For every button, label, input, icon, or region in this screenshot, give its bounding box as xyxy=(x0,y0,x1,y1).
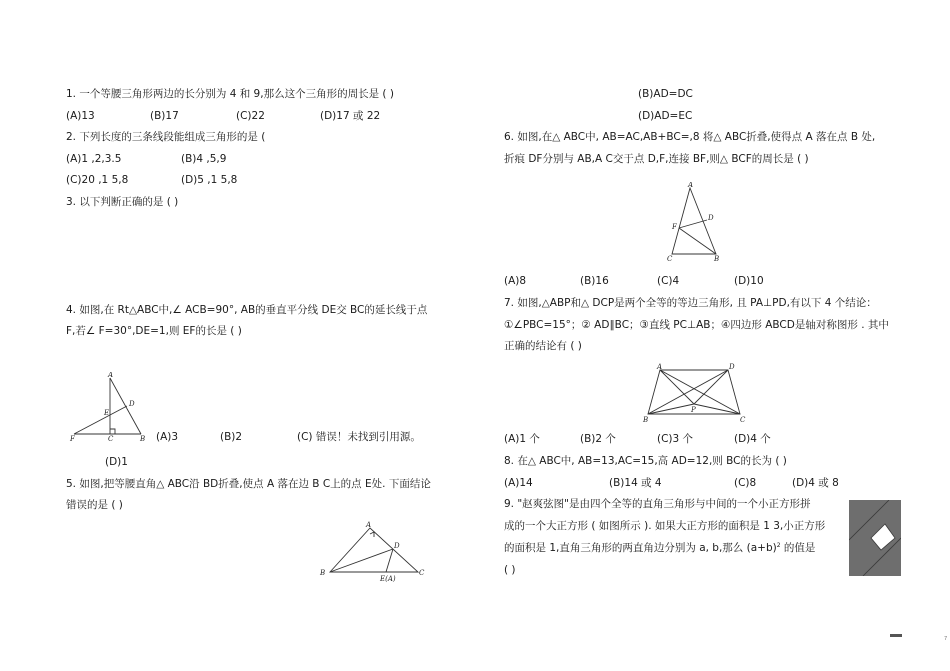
q7-stem-line1: 7. 如图,△ABP和△ DCP是两个全等的等边三角形, 且 PA⊥PD,有以下 4 个结论： xyxy=(504,297,877,309)
q5-label-b: B xyxy=(320,569,326,577)
q4-label-f: F xyxy=(70,435,75,442)
q2-option-b: (B)4 ,5,9 xyxy=(181,153,227,165)
q7-label-c: C xyxy=(740,416,746,424)
q1-stem: 1. 一个等腰三角形两边的长分别为 4 和 9,那么这个三角形的周长是 ( ) xyxy=(66,88,394,100)
q5-label-d: D xyxy=(394,542,400,550)
q7-stem-line3: 正确的结论有 ( ) xyxy=(504,340,582,352)
q8-option-c: (C)8 xyxy=(734,477,757,489)
q8-stem: 8. 在△ ABC中, AB=13,AC=15,高 AD=12,则 BC的长为 ( ) xyxy=(504,455,787,467)
q4-option-d: (D)1 xyxy=(105,456,128,468)
q5-right-angle-mark xyxy=(370,532,374,537)
q4-option-b: (B)2 xyxy=(220,431,243,443)
q9-line1: 9. "赵爽弦图"是由四个全等的直角三角形与中间的一个小正方形拼 xyxy=(504,498,811,510)
q6-label-a: A xyxy=(688,182,694,189)
q8-option-d: (D)4 或 8 xyxy=(792,477,839,489)
q7-segment-ap xyxy=(660,370,694,404)
q7-label-a: A xyxy=(657,363,663,371)
q1-option-a: (A)13 xyxy=(66,110,95,122)
q1-option-c: (C)22 xyxy=(236,110,265,122)
q5-label-c: C xyxy=(419,569,425,577)
footer-dash xyxy=(890,634,902,637)
q5-option-d: (D)AD=EC xyxy=(638,110,693,122)
page-mark: 7 xyxy=(944,636,948,642)
q4-label-b: B xyxy=(140,435,146,442)
q4-figure xyxy=(68,372,154,442)
q9-line3-tail: 的值是 xyxy=(780,542,816,554)
q7-stem-line2: ①∠PBC=15°；② AD∥BC；③直线 PC⊥AB；④四边形 ABCD是轴对称图形 . 其中 xyxy=(504,319,889,331)
q2-option-d: (D)5 ,1 5,8 xyxy=(181,174,238,186)
q8-option-a: (A)14 xyxy=(504,477,533,489)
q7-segment-cp xyxy=(694,404,740,414)
q4-label-a: A xyxy=(108,372,114,379)
q6-option-b: (B)16 xyxy=(580,275,609,287)
q7-segment-bp xyxy=(648,404,694,414)
q4-label-d: D xyxy=(129,400,135,408)
q4-stem-line2: F,若∠ F=30°,DE=1,则 EF的长是 ( ) xyxy=(66,325,242,337)
q6-segment-df xyxy=(679,220,707,228)
q7-option-c: (C)3 个 xyxy=(657,433,694,445)
q4-stem-line1: 4. 如图,在 Rt△ABC中,∠ ACB=90°, AB的垂直平分线 DE交 BC的延长线于点 xyxy=(66,304,428,316)
q4-option-c: (C) 错误！未找到引用源。 xyxy=(297,431,421,443)
q6-option-d: (D)10 xyxy=(734,275,764,287)
q5-stem-line1: 5. 如图,把等腰直角△ ABC沿 BD折叠,使点 A 落在边 B C上的点 E处. 下面结论 xyxy=(66,478,431,490)
q7-option-d: (D)4 个 xyxy=(734,433,771,445)
q2-option-a: (A)1 ,2,3.5 xyxy=(66,153,122,165)
q7-diagonal-ac xyxy=(660,370,740,414)
q4-right-angle-mark xyxy=(110,429,115,434)
q6-label-b: B xyxy=(714,255,720,263)
q9-line2: 成的一个大正方形 ( 如图所示 ). 如果大正方形的面积是 1 3,小正方形 xyxy=(504,520,826,532)
q4-label-e: E xyxy=(104,409,110,417)
q2-stem: 2. 下列长度的三条线段能组成三角形的是 ( xyxy=(66,131,266,143)
q6-label-d: D xyxy=(708,214,714,222)
q6-figure xyxy=(662,182,732,264)
q9-exponent: 2 xyxy=(776,542,781,549)
q7-option-a: (A)1 个 xyxy=(504,433,540,445)
q9-line3-text: 的面积是 1,直角三角形的两直角边分别为 a, b,那么 (a+b) xyxy=(504,542,777,554)
q5-segment-de xyxy=(386,549,393,572)
q4-label-c: C xyxy=(108,435,114,442)
q5-stem-line2: 错误的是 ( ) xyxy=(66,499,123,511)
q7-label-p: P xyxy=(691,406,696,414)
q7-diagonal-bd xyxy=(648,370,728,414)
q7-option-b: (B)2 个 xyxy=(580,433,616,445)
q6-stem-line1: 6. 如图,在△ ABC中, AB=AC,AB+BC=,8 将△ ABC折叠,使得点 A 落在点 B 处, xyxy=(504,131,876,143)
q5-label-a: A xyxy=(366,521,372,529)
q7-label-d: D xyxy=(729,363,735,371)
q9-zhao-shuang-diagram xyxy=(849,500,901,576)
q6-option-c: (C)4 xyxy=(657,275,680,287)
q5-segment-bd xyxy=(330,549,393,572)
q7-segment-dp xyxy=(694,370,728,404)
q5-option-b: (B)AD=DC xyxy=(638,88,693,100)
q4-segment-ab xyxy=(110,378,141,434)
q6-label-f: F xyxy=(672,223,677,231)
q3-stem: 3. 以下判断正确的是 ( ) xyxy=(66,196,179,208)
q6-label-c: C xyxy=(667,255,673,263)
q2-option-c: (C)20 ,1 5,8 xyxy=(66,174,129,186)
q5-label-e: E(A) xyxy=(380,575,396,583)
q4-option-a: (A)3 xyxy=(156,431,179,443)
q1-option-b: (B)17 xyxy=(150,110,179,122)
q4-segment-fd xyxy=(74,406,127,434)
q9-line4: ( ) xyxy=(504,564,516,576)
q7-label-b: B xyxy=(643,416,649,424)
q7-figure xyxy=(640,360,752,426)
q8-option-b: (B)14 或 4 xyxy=(609,477,662,489)
q9-line3 xyxy=(504,543,815,555)
q6-stem-line2: 折痕 DF分别与 AB,A C交于点 D,F,连接 BF,则△ BCF的周长是 ( ) xyxy=(504,153,809,165)
q6-option-a: (A)8 xyxy=(504,275,527,287)
q1-option-d: (D)17 或 22 xyxy=(320,110,381,122)
q5-figure xyxy=(318,518,428,584)
